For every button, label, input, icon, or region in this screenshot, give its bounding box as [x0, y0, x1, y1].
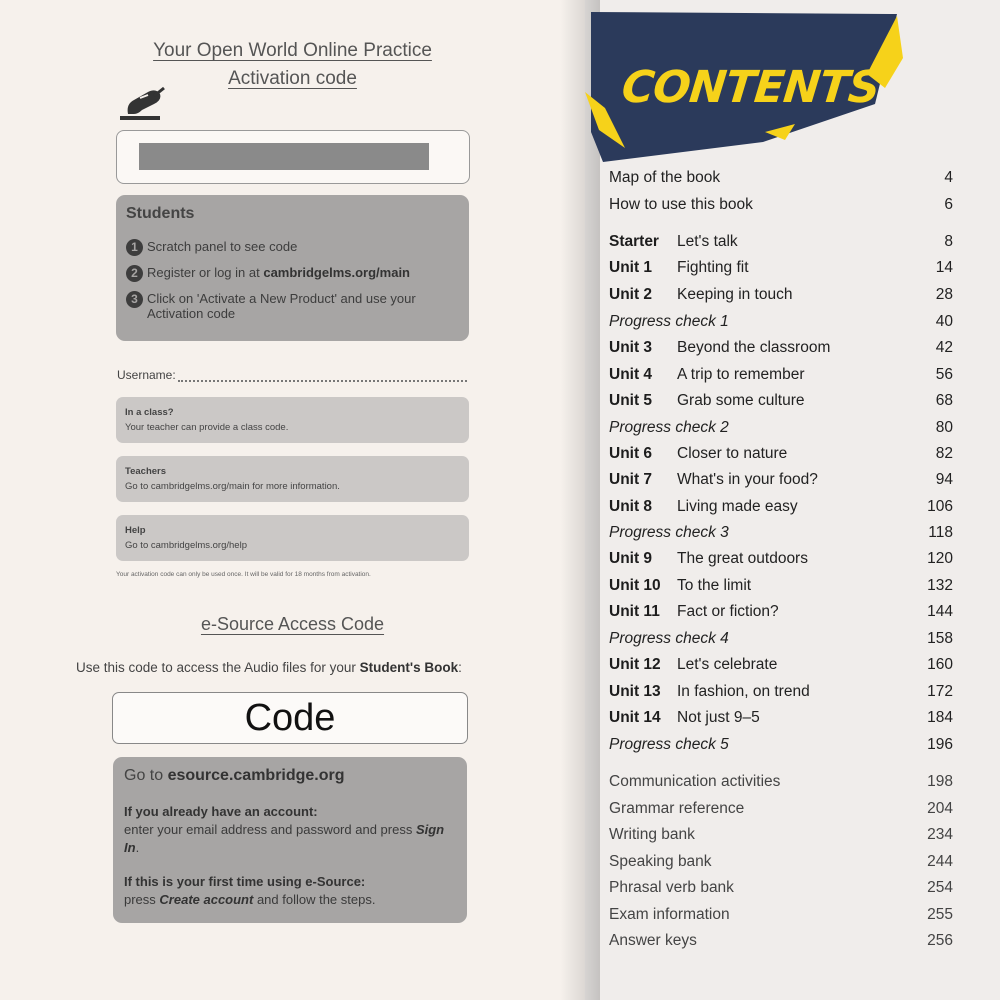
existing-account-block: [124, 803, 454, 857]
toc-row[interactable]: [609, 311, 953, 333]
username-dotted-line[interactable]: [178, 370, 467, 382]
toc-title: Beyond the classroom: [677, 339, 831, 356]
toc-page-number: 256: [927, 932, 953, 949]
block-heading: If you already have an account:: [124, 804, 318, 819]
card-title: Teachers: [125, 466, 167, 477]
esource-card: [113, 757, 467, 923]
toc-unit-label: Unit 13: [609, 683, 661, 700]
toc-page-number: 234: [927, 826, 953, 843]
toc-title: Grab some culture: [677, 392, 805, 409]
esource-instruction: [76, 660, 462, 675]
activation-code-box[interactable]: [116, 130, 470, 184]
toc-unit-label: Unit 14: [609, 709, 661, 726]
first-time-block: [124, 873, 454, 909]
block-end: and follow the steps.: [253, 892, 376, 907]
toc-title: Communication activities: [609, 773, 781, 790]
toc-row[interactable]: [609, 231, 953, 253]
esource-heading: e-Source Access Code: [200, 614, 385, 634]
students-step-3: [126, 291, 446, 321]
toc-unit-label: Unit 12: [609, 656, 661, 673]
toc-title: Fact or fiction?: [677, 603, 779, 620]
toc-title: How to use this book: [609, 196, 753, 213]
toc-title: Progress check 3: [609, 524, 729, 541]
contents-title: CONTENTS: [619, 62, 882, 113]
toc-row[interactable]: [609, 575, 953, 597]
toc-page-number: 40: [935, 313, 953, 330]
card-text: Go to cambridgelms.org/main for more information.: [125, 481, 340, 492]
toc-page-number: 160: [927, 656, 953, 673]
toc-title: Progress check 5: [609, 736, 729, 753]
toc-page-number: 106: [927, 498, 953, 515]
toc-unit-label: Unit 7: [609, 471, 653, 488]
esource-card-title: [124, 767, 345, 785]
activation-heading-line1: Your Open World Online Practice: [153, 40, 432, 61]
toc-unit-label: Unit 10: [609, 577, 661, 594]
toc-title: Let's talk: [677, 233, 738, 250]
toc-title: Grammar reference: [609, 800, 745, 817]
toc-page-number: 82: [935, 445, 953, 462]
toc-page-number: 42: [935, 339, 953, 356]
toc-title: Let's celebrate: [677, 656, 778, 673]
teachers-card: [116, 456, 469, 502]
toc-page-number: 28: [935, 286, 953, 303]
toc-title: What's in your food?: [677, 471, 818, 488]
toc-row[interactable]: [609, 390, 953, 412]
students-step-1: [126, 239, 297, 256]
toc-page-number: 244: [927, 853, 953, 870]
toc-page-number: 4: [944, 169, 953, 186]
toc-unit-label: Unit 9: [609, 550, 653, 567]
toc-row[interactable]: [609, 707, 953, 729]
toc-title: Speaking bank: [609, 853, 712, 870]
scratch-pen-icon: [118, 86, 170, 126]
toc-page-number: 204: [927, 800, 953, 817]
activation-heading-line2: Activation code: [228, 68, 357, 89]
toc-title: Answer keys: [609, 932, 697, 949]
toc-page-number: 198: [927, 773, 953, 790]
username-label: Username:: [117, 368, 176, 382]
step-text: Scratch panel to see code: [147, 239, 298, 254]
toc-row[interactable]: [609, 257, 953, 279]
toc-row[interactable]: [609, 167, 953, 189]
toc-page-number: 80: [935, 419, 953, 436]
toc-row[interactable]: [609, 496, 953, 518]
toc-row[interactable]: [609, 522, 953, 544]
toc-title: Writing bank: [609, 826, 695, 843]
scratch-panel[interactable]: [139, 143, 429, 170]
toc-page-number: 8: [944, 233, 953, 250]
toc-page-number: 172: [927, 683, 953, 700]
toc-title: Phrasal verb bank: [609, 879, 734, 896]
toc-page-number: 132: [927, 577, 953, 594]
toc-row[interactable]: [609, 469, 953, 491]
toc-row[interactable]: [609, 443, 953, 465]
toc-page-number: 184: [927, 709, 953, 726]
toc-page-number: 118: [928, 524, 953, 541]
toc-row[interactable]: [609, 734, 953, 756]
students-title: Students: [126, 205, 195, 222]
toc-title: Map of the book: [609, 169, 721, 186]
toc-page-number: 120: [927, 550, 953, 567]
toc-page-number: 144: [927, 603, 953, 620]
step-number: 3: [126, 291, 143, 308]
toc-row[interactable]: [609, 417, 953, 439]
students-step-2: [126, 265, 410, 282]
students-card: [116, 195, 469, 341]
create-account-text: Create account: [159, 892, 254, 907]
card-text: Go to cambridgelms.org/help: [125, 540, 247, 551]
toc-row[interactable]: [609, 364, 953, 386]
toc-unit-label: Unit 4: [609, 366, 653, 383]
toc-row[interactable]: [609, 798, 953, 820]
step-number: 2: [126, 265, 143, 282]
toc-row[interactable]: [609, 654, 953, 676]
toc-title: Progress check 4: [609, 630, 729, 647]
toc-row[interactable]: [609, 601, 953, 623]
toc-page-number: 14: [935, 259, 953, 276]
toc-title: Exam information: [609, 906, 730, 923]
toc-row[interactable]: [609, 824, 953, 846]
toc-row[interactable]: [609, 284, 953, 306]
instruction-suffix: :: [458, 660, 462, 675]
instruction-text: Use this code to access the Audio files for your: [76, 660, 360, 675]
block-end: .: [135, 840, 140, 855]
step-number: 1: [126, 239, 143, 256]
toc-page-number: 196: [927, 736, 953, 753]
username-field[interactable]: [117, 368, 467, 382]
toc-title: The great outdoors: [677, 550, 808, 567]
toc-row[interactable]: [609, 930, 953, 952]
toc-title: Living made easy: [677, 498, 798, 515]
toc-title: Not just 9–5: [677, 709, 760, 726]
toc-row[interactable]: [609, 194, 953, 216]
sign-in-text: Sign In: [124, 822, 445, 855]
toc-title: Progress check 1: [609, 313, 729, 330]
toc-row[interactable]: [609, 628, 953, 650]
esource-link[interactable]: esource.cambridge.org: [167, 767, 345, 784]
card-text: Your teacher can provide a class code.: [125, 422, 289, 433]
toc-unit-label: Unit 6: [609, 445, 653, 462]
toc-page-number: 254: [927, 879, 953, 896]
block-text: press: [124, 892, 160, 907]
toc-row[interactable]: [609, 681, 953, 703]
step-text: Register or log in at: [147, 265, 264, 280]
toc-row[interactable]: [609, 337, 953, 359]
toc-title: Keeping in touch: [677, 286, 793, 303]
toc-row[interactable]: [609, 851, 953, 873]
block-text: enter your email address and password and press: [124, 822, 416, 837]
toc-unit-label: Unit 8: [609, 498, 653, 515]
toc-unit-label: Unit 1: [609, 259, 653, 276]
toc-unit-label: Unit 5: [609, 392, 653, 409]
toc-page-number: 56: [935, 366, 953, 383]
toc-page-number: 94: [935, 471, 953, 488]
step-text: Click on 'Activate a New Product' and use your Activation code: [147, 291, 416, 321]
toc-page-number: 255: [927, 906, 953, 923]
toc-title: A trip to remember: [677, 366, 805, 383]
class-card: [116, 397, 469, 443]
instruction-bold: Student's Book: [359, 660, 459, 675]
card-title: In a class?: [125, 407, 174, 418]
toc-page-number: 6: [944, 196, 953, 213]
toc-title: To the limit: [677, 577, 752, 594]
fine-print: Your activation code can only be used once. It will be valid for 18 months from activation.: [116, 571, 371, 578]
toc-unit-label: Unit 11: [609, 603, 660, 620]
esource-code-field[interactable]: Code: [112, 692, 468, 744]
toc-page-number: 68: [935, 392, 953, 409]
toc-page-number: 158: [927, 630, 953, 647]
toc-title: In fashion, on trend: [677, 683, 810, 700]
toc-title: Progress check 2: [609, 419, 729, 436]
step-link[interactable]: cambridgelms.org/main: [263, 265, 410, 280]
toc-row[interactable]: [609, 548, 953, 570]
toc-unit-label: Unit 2: [609, 286, 653, 303]
toc-row[interactable]: [609, 904, 953, 926]
toc-row[interactable]: [609, 877, 953, 899]
toc-title: Closer to nature: [677, 445, 788, 462]
toc-row[interactable]: [609, 771, 953, 793]
esource-title-prefix: Go to: [124, 767, 168, 784]
toc-unit-label: Unit 3: [609, 339, 653, 356]
card-title: Help: [125, 525, 146, 536]
block-heading: If this is your first time using e-Source:: [124, 874, 366, 889]
help-card: [116, 515, 469, 561]
toc-unit-label: Starter: [609, 233, 659, 250]
toc-title: Fighting fit: [677, 259, 749, 276]
